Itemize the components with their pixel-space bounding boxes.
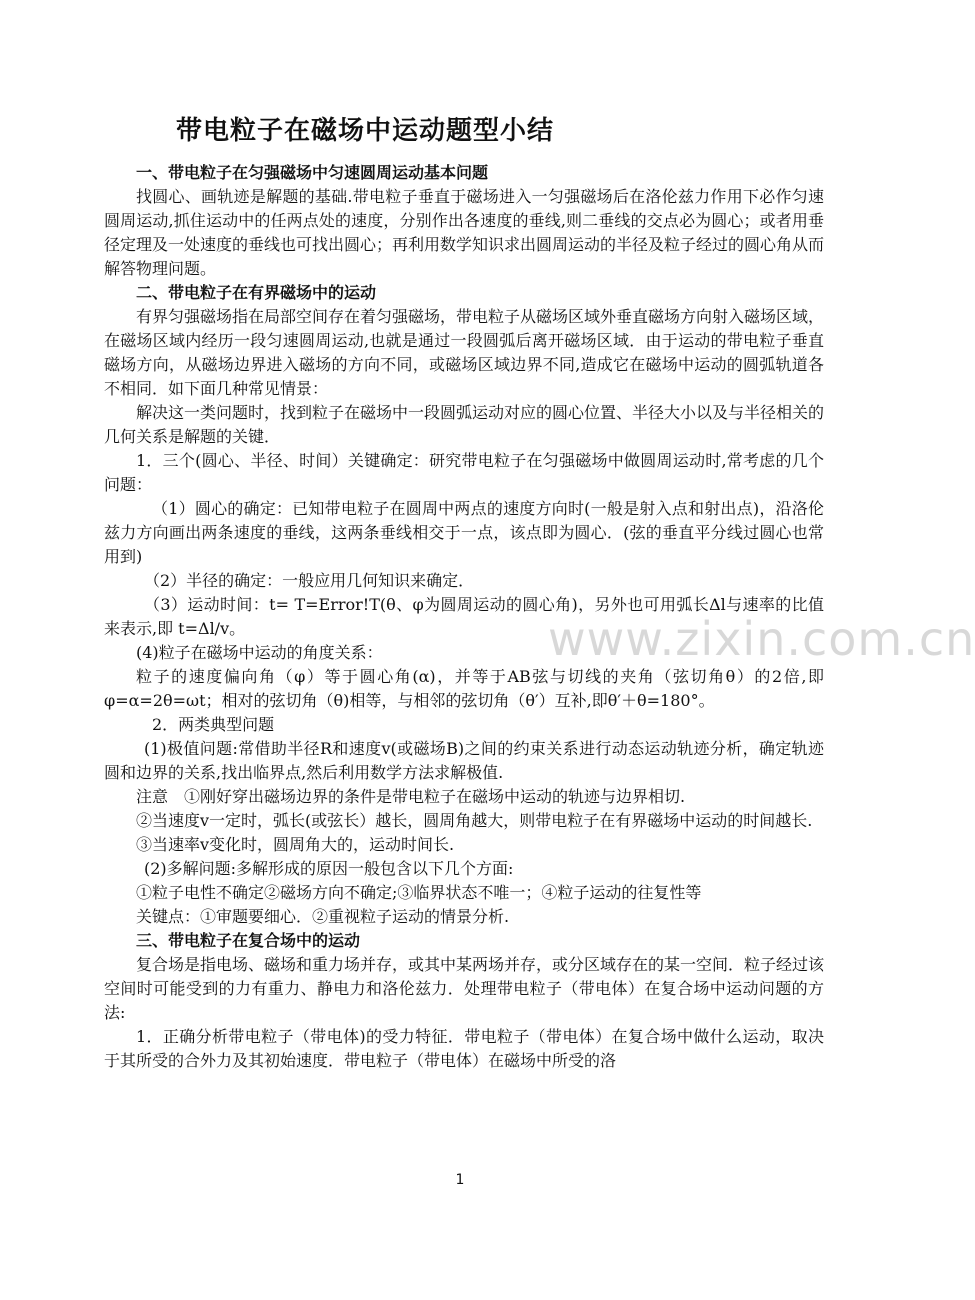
page-number: 1 bbox=[455, 1172, 465, 1188]
paragraph: (1)极值问题:常借助半径R和速度v(或磁场B)之间的约束关系进行动态运动轨迹分析，确定轨迹圆和边界的关系,找出临界点,然后利用数学方法求解极值. bbox=[104, 739, 824, 782]
paragraph: 粒子的速度偏向角（φ）等于圆心角(α)，并等于AB弦与切线的夹角（弦切角θ）的2倍,即φ=α=2θ=ωt；相对的弦切角（θ)相等，与相邻的弦切角（θ′）互补,即θ′＋θ=180°。 bbox=[104, 667, 824, 710]
paragraph: 2．两类典型问题 bbox=[152, 715, 275, 734]
section-heading-1: 一、带电粒子在匀强磁场中匀速圆周运动基本问题 bbox=[136, 163, 489, 182]
paragraph: 关键点：①审题要细心．②重视粒子运动的情景分析. bbox=[136, 907, 510, 926]
section-heading-3: 三、带电粒子在复合场中的运动 bbox=[136, 931, 361, 950]
section-heading-2: 二、带电粒子在有界磁场中的运动 bbox=[136, 283, 377, 302]
page-title: 带电粒子在磁场中运动题型小结 bbox=[176, 116, 555, 146]
paragraph: 找圆心、画轨迹是解题的基础.带电粒子垂直于磁场进入一匀强磁场后在洛伦兹力作用下必作匀速圆周运动,抓住运动中的任两点处的速度，分别作出各速度的垂线,则二垂线的交点必为圆心；或者用垂径定理及一处速度的垂线也可找出圆心；再利用数学知识求出圆周运动的半径及粒子经过的圆心角从而解答物理问题。 bbox=[104, 187, 825, 278]
paragraph: ①粒子电性不确定②磁场方向不确定;③临界状态不唯一；④粒子运动的往复性等 bbox=[136, 883, 702, 902]
paragraph: 1．正确分析带电粒子（带电体)的受力特征．带电粒子（带电体）在复合场中做什么运动，取决于其所受的合外力及其初始速度．带电粒子（带电体）在磁场中所受的洛 bbox=[104, 1027, 824, 1070]
paragraph: (2)多解问题:多解形成的原因一般包含以下几个方面: bbox=[144, 859, 514, 878]
paragraph: (4)粒子在磁场中运动的角度关系： bbox=[136, 643, 383, 662]
document-body bbox=[104, 161, 824, 1073]
watermark: www.zixin.com.cn bbox=[548, 612, 975, 666]
paragraph: ②当速度v一定时，弧长(或弦长）越长，圆周角越大，则带电粒子在有界磁场中运动的时间越长. bbox=[136, 811, 813, 830]
paragraph: （3）运动时间：t= T=Error!T(θ、φ为圆周运动的圆心角)，另外也可用弧长Δl与速率的比值来表示,即 t=Δl/v。 bbox=[104, 595, 824, 638]
paragraph: 解决这一类问题时，找到粒子在磁场中一段圆弧运动对应的圆心位置、半径大小以及与半径相关的几何关系是解题的关键． bbox=[104, 403, 825, 446]
paragraph: （2）半径的确定：一般应用几何知识来确定． bbox=[144, 571, 475, 590]
paragraph: ③当速率v变化时，圆周角大的，运动时间长. bbox=[136, 835, 455, 854]
paragraph: 1．三个(圆心、半径、时间）关键确定：研究带电粒子在匀强磁场中做圆周运动时,常考虑的几个问题： bbox=[104, 451, 824, 494]
paragraph: 注意 ①刚好穿出磁场边界的条件是带电粒子在磁场中运动的轨迹与边界相切. bbox=[136, 787, 686, 806]
paragraph: 有界匀强磁场指在局部空间存在着匀强磁场，带电粒子从磁场区域外垂直磁场方向射入磁场区域，在磁场区域内经历一段匀速圆周运动,也就是通过一段圆弧后离开磁场区域．由于运动的带电粒子垂直磁场方向，从磁场边界进入磁场的方向不同，或磁场区域边界不同,造成它在磁场中运动的圆弧轨道各不相同．如下面几种常见情景： bbox=[104, 307, 825, 398]
paragraph: （1）圆心的确定：已知带电粒子在圆周中两点的速度方向时(一般是射入点和射出点)，沿洛伦兹力方向画出两条速度的垂线，这两条垂线相交于一点，该点即为圆心．(弦的垂直平分线过圆心也常用到) bbox=[104, 499, 824, 566]
paragraph: 复合场是指电场、磁场和重力场并存，或其中某两场并存，或分区域存在的某一空间．粒子经过该空间时可能受到的力有重力、静电力和洛伦兹力．处理带电粒子（带电体）在复合场中运动问题的方法: bbox=[104, 955, 825, 1022]
